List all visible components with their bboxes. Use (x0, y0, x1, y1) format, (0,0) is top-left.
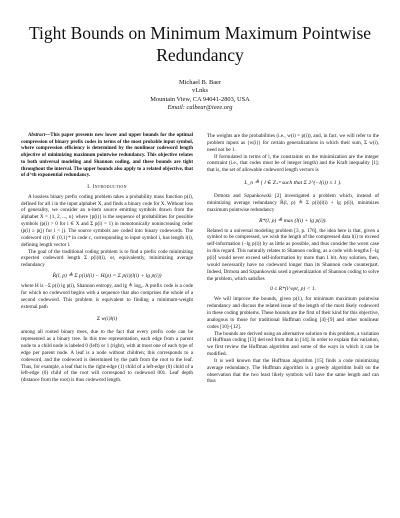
equation: R*(l, p) ≜ max (l(i) + lg p(i)). (259, 217, 327, 224)
paragraph: The bounds are derived using an alternative solution to this problem, a variation of Huffman coding [13] derived from that in [14]. In order to explain this variation, we first review the Huffman algorithm and some of the ways in which it can be modified. (207, 330, 379, 358)
author-block (20, 79, 380, 113)
section-heading: I. Introduction (87, 183, 127, 190)
paragraph: The goal of the traditional coding problem is to find a prefix code minimizing expected codeword length Σ p(i)l(i), or, equivalently, minimizing average redundancy (21, 248, 193, 269)
abstract-text: —This paper presents new lower and upper bounds for the optimal compression of binary prefix codes in terms of the most probable input symbol, where compression efficiency is determined by the nonlinear codeword length objective of minimizing maximum pointwise redundancy. This objective relates to both universal modeling and Shannon coding, and these bounds are tight throughout the interval. The upper bounds also apply to a related objective, that of d^th exponential redundancy. (21, 133, 193, 179)
left-column (21, 133, 193, 384)
paragraph: If formulated in terms of l, the constraints on the minimization are the integer constraint (i.e., that codes must be of integer length) and the Kraft inequality [1]; that is, the set of allowable codeword length vectors is (207, 153, 379, 174)
paper-title: Tight Bounds on Minimum Maximum Pointwise Redundancy (28, 23, 372, 65)
right-column (207, 133, 379, 385)
equation: 0 ≤ R*(l^opt, p) < 1. (269, 286, 317, 293)
paragraph: among all rooted binary trees, due to the fact that every prefix code can be represented as a binary tree. In this tree representation, each edge from a parent node to a child node is labeled 0 (left) or 1 (right), with at most one of each type of edge per parent node. A leaf is a node without children; this corresponds to a codeword, and the codeword is determined by the path from the root to the leaf. Thus, for example, a leaf that is the right-edge (1) child of a left-edge (0) child of a left-edge (0) child of the root will correspond to codeword 001. Leaf depth (distance from the root) is thus codeword length. (21, 329, 193, 384)
author-name: Michael B. Baer (178, 79, 222, 86)
abstract (21, 133, 193, 180)
author-affiliation: vLnks (192, 87, 208, 95)
abstract-label: Abstract (28, 133, 46, 138)
paragraph: The weights are the probabilities (i.e., w(i) = p(i)), and, in fact, we will refer to the problem inputs as {w(i)} for certain generalizations in which their sum, Σ w(i), need not be 1. (207, 133, 379, 153)
paragraph: We will improve the bounds, given p(1), for minimum maximum pointwise redundancy and discuss the related issue of the length of the most likely codeword in these coding problems. These bounds are the first of their kind for this objective, analogous to those for traditional Huffman coding [4]–[9] and other nonlinear codes [10]–[12]. (207, 296, 379, 330)
equation: Σ w(i)l(i) (96, 316, 118, 323)
equation: L_n ≜ { l ∈ Z₊ⁿ such that Σ 2^(−l(i)) ≤ 1 }. (244, 180, 342, 187)
author-address: Mountain View, CA 94041-2803, USA (150, 95, 250, 103)
author-email: Email: calbear@ieee.org (167, 104, 233, 112)
paragraph: Drmota and Szpankowski [2] investigated a problem which, instead of minimizing average redundancy R̄(l, p) ≜ Σ p(i)(l(i) + lg p(i)), minimizes maximum pointwise redundancy (207, 193, 379, 213)
paragraph: A lossless binary prefix coding problem takes a probability mass function p(i), defined for all i in the input alphabet X, and finds a binary code for X. Without loss of generality, we consider an n-item source emitting symbols drawn from the alphabet X = {1, 2, ..., n} where {p(i)} is the sequence of probabilities for possible symbols (p(i) > 0 for i ∈ X and Σ p(i) = 1) in monotonically nonincreasing order (p(i) ≥ p(j) for i < j). The source symbols are coded into binary codewords. The codeword c(i) ∈ {0,1}* in code c, corresponding to input symbol i, has length l(i), defining length vector l. (21, 193, 193, 248)
paragraph: where H is −Σ p(i) lg p(i), Shannon entropy, and lg ≜ log₂. A prefix code is a code for which no codeword begins with a sequence that also comprises the whole of a second codeword. This problem is equivalent to finding a minimum-weight external path (21, 283, 193, 310)
paragraph: It is well known that the Huffman algorithm [15] finds a code minimizing average redundancy. The Huffman algorithm is a greedy algorithm built on the observation that the two least likely symbols will have the same length and can thus (207, 357, 379, 385)
equation: R̄(l, p) ≜ Σ p(i)l(i) − H(p) = Σ p(i)(l(i) + lg p(i)) (52, 273, 162, 280)
paragraph: Related to a universal modeling problem [3, p. 176], the idea here is that, given a symbol to be compressed, we wish the length of the compressed data l(i) to exceed self-information (−lg p(i)) by as little as possible, and thus consider the worst case in this regard. This naturally relates to Shannon coding, as a code with lengths ⌈−lg p(i)⌉ would never exceed self-information by more than 1 bit. Any solution, then, would necessarily have no codeword longer than its Shannon code counterpart. Indeed, Drmota and Szpankowski used a generalization of Shannon coding to solve the problem, which satisfies (207, 227, 379, 282)
